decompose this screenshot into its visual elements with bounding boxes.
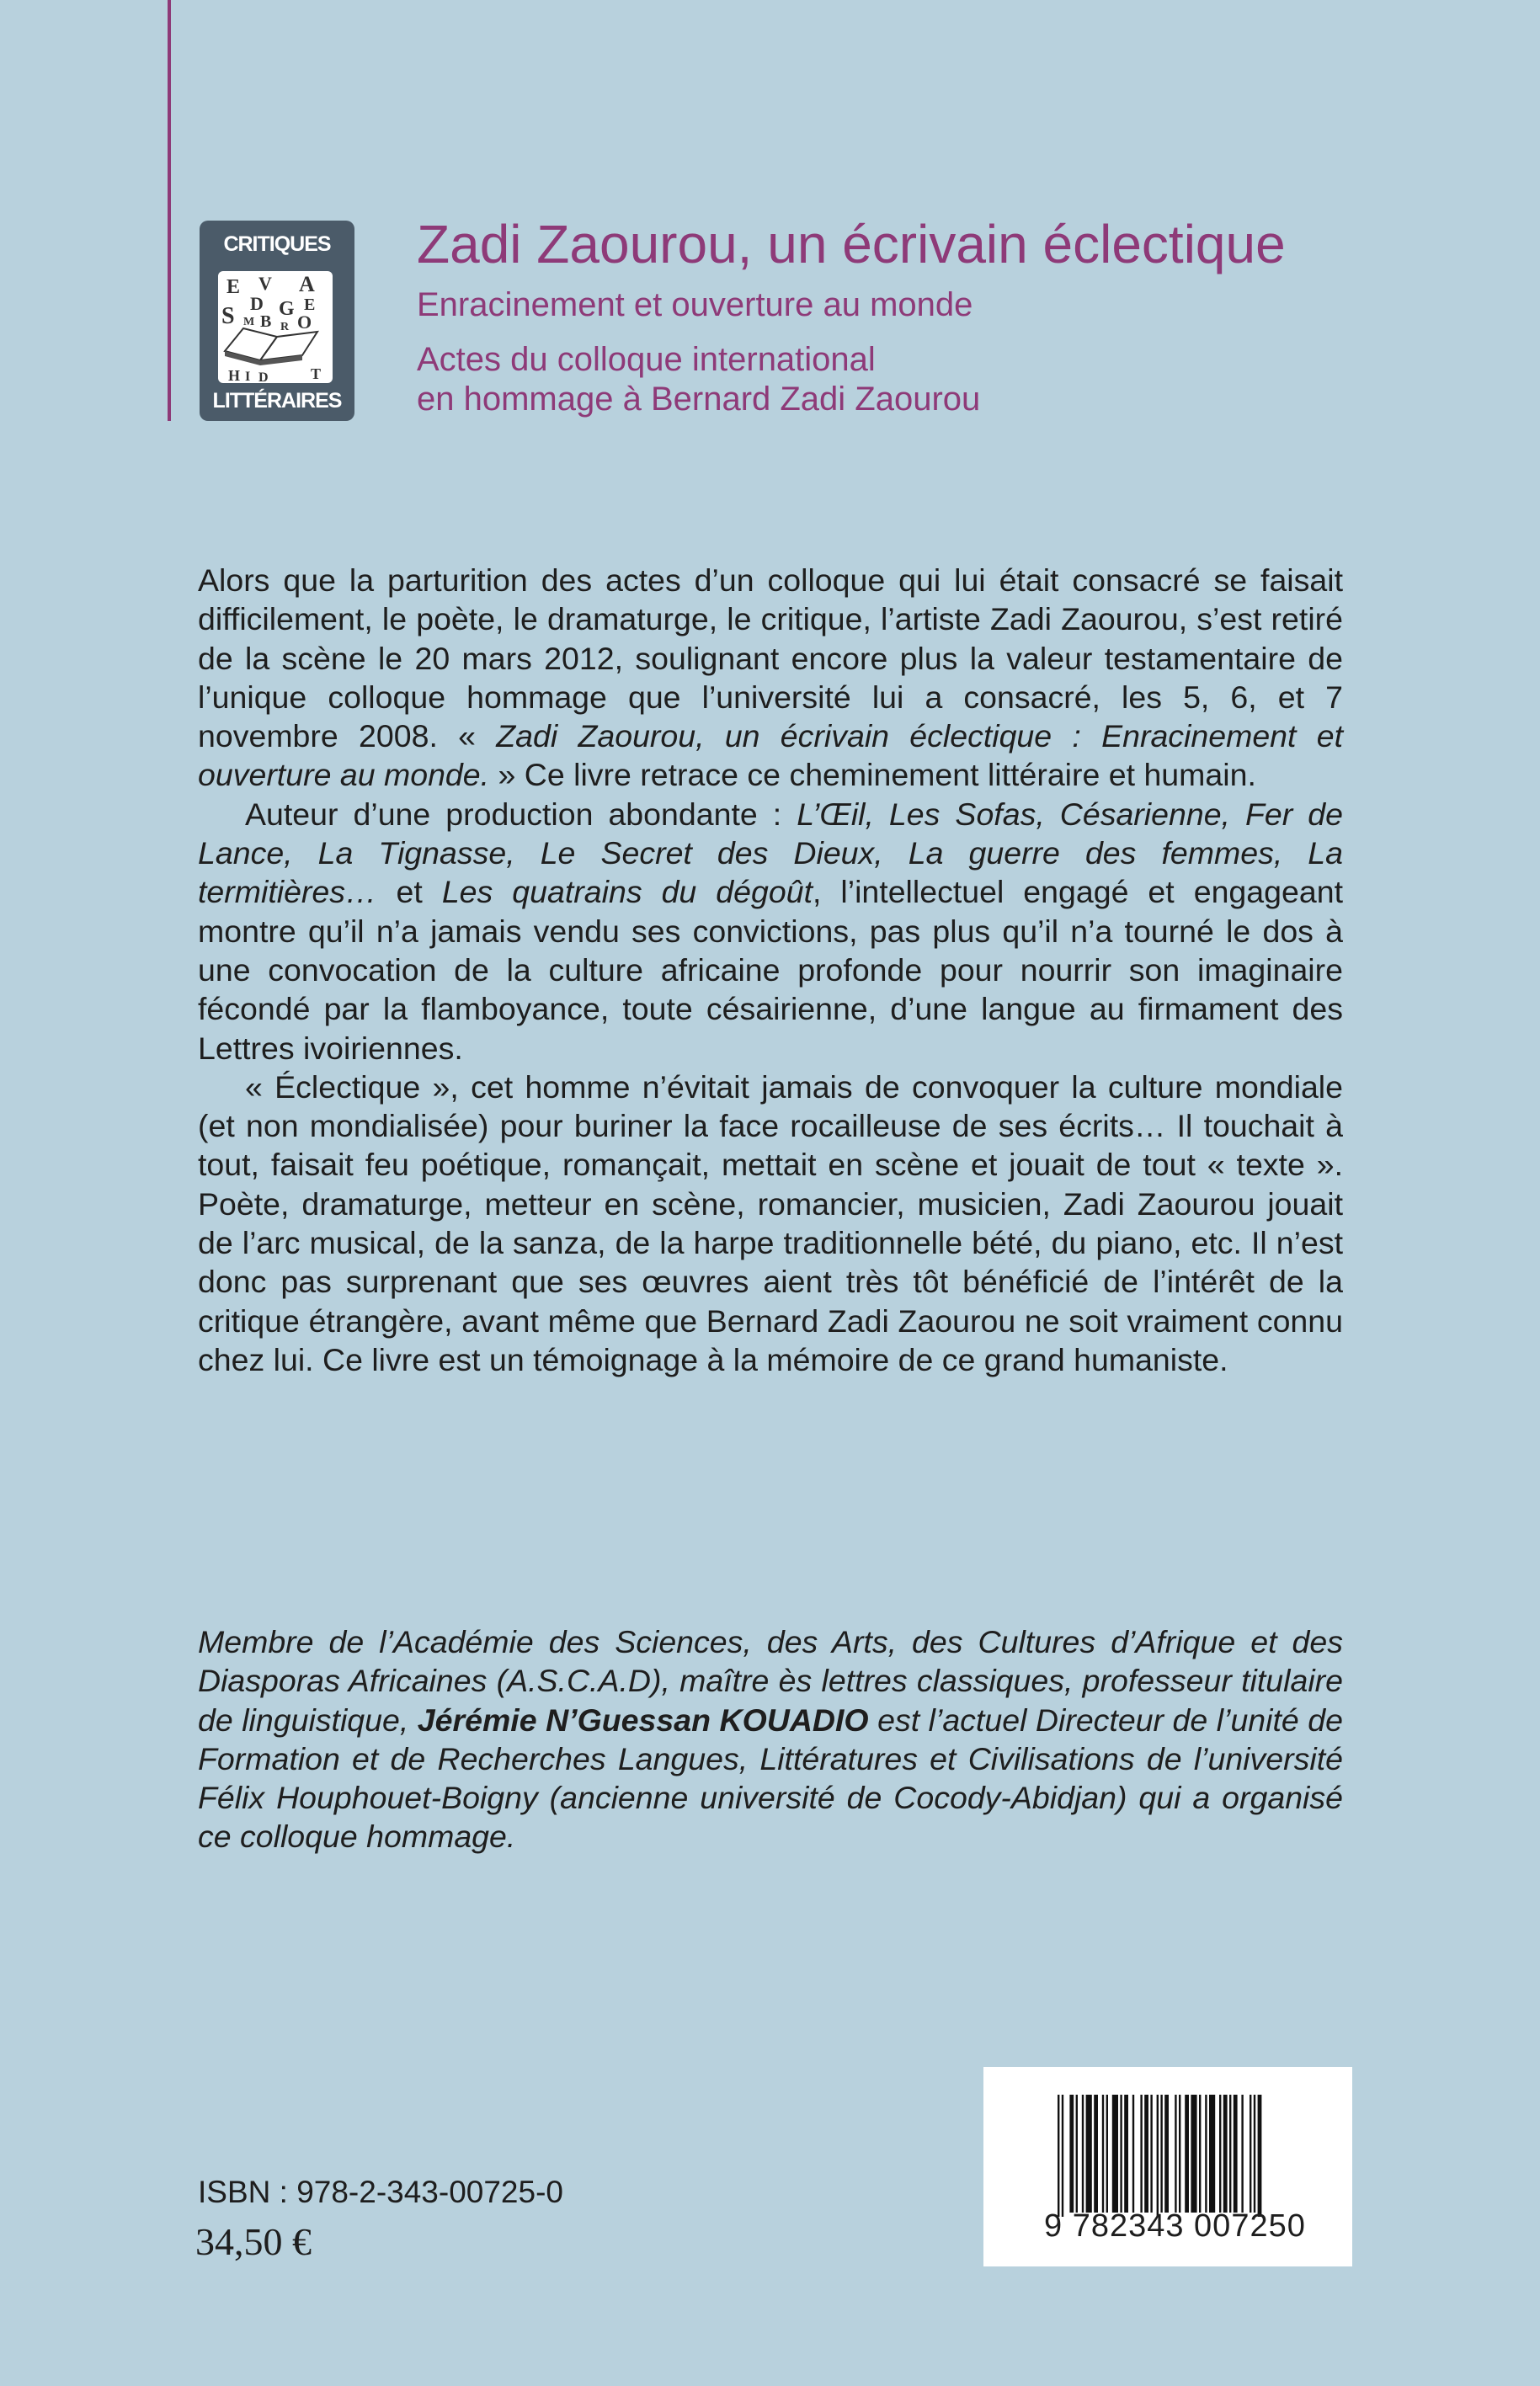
barcode-bar <box>1144 2095 1148 2213</box>
barcode-bar <box>1094 2095 1098 2213</box>
barcode-bar <box>1058 2095 1059 2217</box>
barcode-bar <box>1258 2095 1262 2217</box>
svg-text:A: A <box>299 272 315 296</box>
barcode-bar <box>1082 2095 1084 2213</box>
paragraph-3: « Éclectique », cet homme n’évitait jamais de convoquer la culture mondiale (et non mondialisée) pour buriner la face rocailleuse de ses écrits… Il touchait à tout, faisait feu poétique, romançait, mettait en scène et jouait de tout « texte ». Poète, dramaturge, metteur en scène, romancier, musicien, Zadi Zaourou jouait de l’arc musical, de la sanza, de la harpe traditionnelle bété, du piano, etc. Il n’est donc pas surprenant que ses œuvres aient très tôt bénéficié de l’intérêt de la critique étrangère, avant même que Bernard Zadi Zaourou ne soit vraiment connu chez lui. Ce livre est un témoignage à la mémoire de ce grand humaniste. <box>198 1068 1343 1377</box>
barcode-bar <box>1205 2095 1207 2213</box>
barcode-bar <box>1112 2095 1118 2213</box>
barcode-bar <box>1140 2095 1142 2213</box>
svg-text:E: E <box>226 276 241 298</box>
barcode-number: 9 782343 007250 <box>1044 2208 1306 2244</box>
series-logo <box>200 221 354 421</box>
actes-line-1: Actes du colloque international <box>417 341 876 378</box>
barcode-bar <box>1223 2095 1228 2213</box>
text-segment: , l’intellectuel engagé et engageant montre qu’il n’a jamais vendu ses convictions, pas plus qu’il n’a tourné le dos à une convocation de la culture africaine profonde pour nourrir son imaginaire fécondé par la flamboyance, toute césairienne, d’une langue au firmament des Lettres ivoiriennes. <box>198 874 1343 1066</box>
paragraph-1 <box>198 561 1343 795</box>
svg-text:O: O <box>297 312 312 333</box>
text-segment: et <box>376 874 442 910</box>
text-segment: Alors que la parturition des actes d’un colloque qui lui était consacré se faisait difficilement, le poète, le dramaturge, le critique, l’artiste Zadi Zaourou, s’est retiré de la scène le 20 mars 2012, soulignant encore plus la valeur testamentaire de l’unique colloque hommage que l’université lui a consacré, les 5, 6, et 7 novembre 2008. « <box>198 562 1343 754</box>
barcode-bar <box>1062 2095 1063 2217</box>
barcode-bar <box>1069 2095 1074 2213</box>
barcode-bar <box>1160 2095 1162 2213</box>
svg-text:D: D <box>250 293 264 314</box>
barcode-bar <box>1102 2095 1104 2213</box>
author-bio <box>198 1622 1343 1856</box>
barcode-bar <box>1199 2095 1201 2213</box>
barcode-bar <box>1254 2095 1255 2213</box>
barcode-bar <box>1185 2095 1189 2213</box>
actes-line <box>417 340 1286 419</box>
barcode-bar <box>1120 2095 1122 2213</box>
svg-text:R: R <box>280 321 290 333</box>
svg-text:V: V <box>258 273 272 294</box>
svg-text:H: H <box>228 367 241 383</box>
barcode-bar <box>1250 2095 1251 2213</box>
summary-text <box>198 561 1343 1379</box>
italic-works: L’Œil, Les Sofas, Césarienne, Fer de Lance, La Tignasse, Le Secret des Dieux, La guerre des femmes, La termitières… <box>198 796 1343 910</box>
barcode-bar <box>1175 2095 1176 2213</box>
bio-text: Membre de l’Académie des Sciences, des Arts, des Cultures d’Afrique et des Diasporas Africaines (A.S.C.A.D), maître ès lettres classiques, professeur titulaire de linguistique, <box>198 1624 1343 1738</box>
barcode-bar <box>1132 2095 1134 2213</box>
svg-text:D: D <box>258 370 269 383</box>
logo-line2: LITTÉRAIRES <box>212 389 342 413</box>
book-illustration <box>218 271 333 383</box>
svg-text:I: I <box>245 370 251 383</box>
actes-line-2: en hommage à Bernard Zadi Zaourou <box>417 381 981 418</box>
italic-title: Zadi Zaourou, un écrivain éclectique : Enracinement et ouverture au monde. <box>198 718 1343 793</box>
text-segment: Auteur d’une production abondante : <box>245 796 797 832</box>
author-name: Jérémie N’Guessan KOUADIO <box>417 1702 869 1738</box>
svg-text:T: T <box>311 365 322 382</box>
book-title: Zadi Zaourou, un écrivain éclectique <box>417 214 1286 274</box>
barcode <box>983 2067 1352 2266</box>
barcode-bar <box>1191 2095 1196 2213</box>
svg-text:B: B <box>260 312 272 331</box>
barcode-bar <box>1150 2095 1152 2213</box>
barcode-bar <box>1164 2095 1169 2213</box>
barcode-bar <box>1219 2095 1221 2213</box>
price: 34,50 € <box>195 2220 312 2263</box>
decorative-vertical-rule <box>168 0 171 421</box>
paragraph-2 <box>198 795 1343 1068</box>
barcode-bar <box>1076 2095 1078 2213</box>
text-segment: » Ce livre retrace ce cheminement littéraire et humain. <box>489 757 1256 793</box>
barcode-bar <box>1124 2095 1128 2213</box>
barcode-bar <box>1209 2095 1215 2213</box>
svg-text:M: M <box>243 316 255 328</box>
svg-text:S: S <box>221 303 235 329</box>
italic-work: Les quatrains du dégoût <box>441 874 813 910</box>
barcode-bars <box>1058 2095 1315 2217</box>
book-subtitle: Enracinement et ouverture au monde <box>417 286 973 323</box>
bio-text: est l’actuel Directeur de l’unité de Formation et de Recherches Langues, Littératures et Civilisations de l’université Félix Houphouet-Boigny (ancienne université de Cocody-Abidjan) qui a organisé ce colloque hommage. <box>198 1702 1343 1855</box>
barcode-bar <box>1229 2095 1231 2213</box>
barcode-bar <box>1086 2095 1092 2213</box>
barcode-bar <box>1157 2095 1159 2217</box>
header <box>417 210 1286 419</box>
barcode-bar <box>1241 2095 1243 2213</box>
barcode-bar <box>1234 2095 1238 2213</box>
svg-text:G: G <box>279 298 295 320</box>
isbn: ISBN : 978-2-343-00725-0 <box>198 2175 563 2209</box>
barcode-bar <box>1179 2095 1180 2213</box>
logo-line1: CRITIQUES <box>223 232 331 256</box>
barcode-bar <box>1106 2095 1108 2213</box>
svg-text:E: E <box>304 296 316 314</box>
